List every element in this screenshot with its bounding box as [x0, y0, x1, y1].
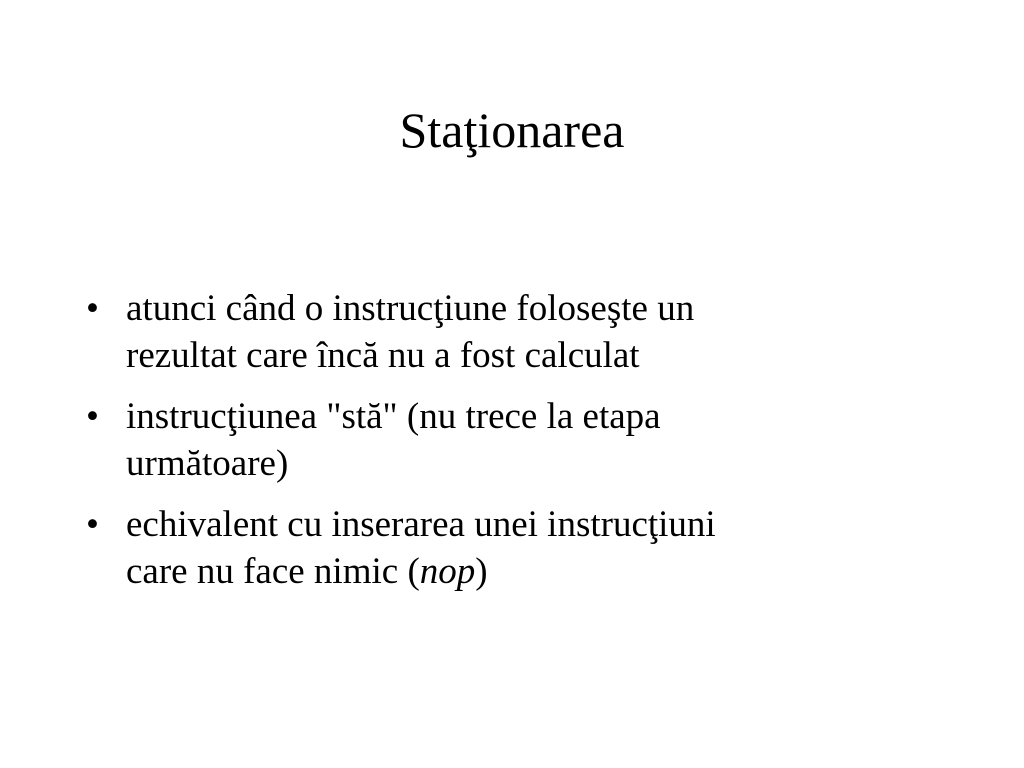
bullet-line: rezultat care încă nu a fost calculat — [126, 335, 640, 376]
bullet-marker: • — [86, 504, 99, 545]
bullet-list — [86, 285, 946, 609]
bullet-line — [126, 548, 946, 595]
bullet-text — [126, 501, 946, 595]
bullet-line: următoare) — [126, 443, 289, 484]
bullet-item — [86, 501, 946, 595]
bullet-text — [126, 393, 946, 487]
bullet-item — [86, 285, 946, 379]
bullet-item — [86, 393, 946, 487]
slide-title: Staţionarea — [399, 102, 625, 158]
bullet-line: instrucţiunea "stă" (nu trece la etapa — [126, 396, 661, 437]
bullet-line: echivalent cu inserarea unei instrucţiuni — [126, 504, 716, 545]
bullet-line-suffix: ) — [475, 551, 488, 592]
bullet-line-prefix: care nu face nimic ( — [126, 551, 420, 592]
bullet-marker: • — [86, 288, 99, 329]
bullet-text — [126, 285, 946, 379]
bullet-line: atunci când o instrucţiune foloseşte un — [126, 288, 695, 329]
emphasized-term: nop — [419, 551, 476, 592]
bullet-marker: • — [86, 396, 99, 437]
